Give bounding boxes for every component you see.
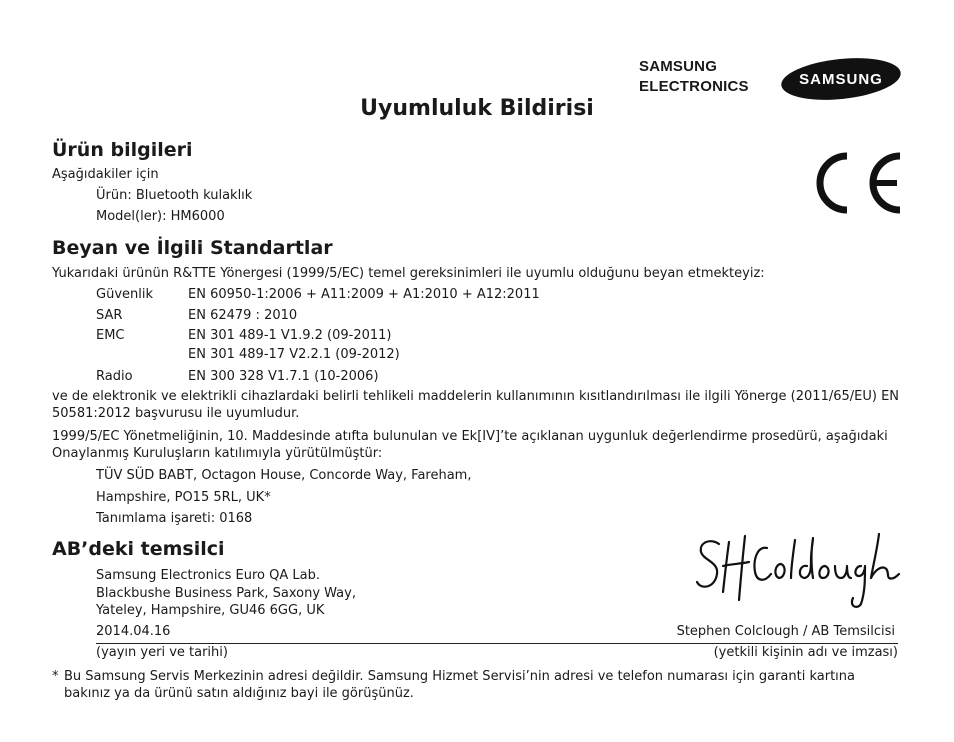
- notified-body-line1: TÜV SÜD BABT, Octagon House, Concorde Way, Fareham,: [96, 468, 472, 483]
- standard-value-sar: EN 62479 : 2010: [188, 308, 298, 323]
- representative-heading: AB’deki temsilci: [52, 538, 225, 560]
- standard-value-emc-2: EN 301 489-17 V2.2.1 (09-2012): [188, 347, 400, 362]
- issue-date: 2014.04.16: [96, 624, 171, 639]
- ce-mark-icon: [803, 148, 903, 218]
- model-line: Model(ler): HM6000: [96, 209, 225, 224]
- product-intro: Aşağıdakiler için: [52, 167, 159, 182]
- footnote-mark: *: [52, 669, 59, 684]
- standard-value-emc: EN 301 489-1 V1.9.2 (09-2011): [188, 328, 392, 343]
- procedure-statement: 1999/5/EC Yönetmeliğinin, 10. Maddesinde atıfta bulunulan ve Ek[IV]’te açıklanan uygunluk değerlendirme prosedürü, aşağıdaki Onaylanmış Kuruluşların katılımıyla yürütülmüştür:: [52, 429, 888, 461]
- standard-value-radio: EN 300 328 V1.7.1 (10-2006): [188, 369, 379, 384]
- product-line: Ürün: Bluetooth kulaklık: [96, 188, 253, 203]
- representative-line2: Blackbushe Business Park, Saxony Way,: [96, 586, 356, 601]
- standard-label-sar: SAR: [96, 308, 123, 323]
- signer-caption: (yetkili kişinin adı ve imzası): [713, 645, 898, 660]
- footnote-text: Bu Samsung Servis Merkezinin adresi değildir. Samsung Hizmet Servisi’nin adresi ve telefon numarası için garanti kartına bakınız ya da ürünü satın aldığınız bayi ile görüşünüz.: [64, 669, 855, 701]
- standard-label-safety: Güvenlik: [96, 287, 153, 302]
- notified-body-line2: Hampshire, PO15 5RL, UK*: [96, 490, 271, 505]
- standards-heading: Beyan ve İlgili Standartlar: [52, 237, 333, 259]
- date-caption: (yayın yeri ve tarihi): [96, 645, 228, 660]
- product-info-heading: Ürün bilgileri: [52, 139, 193, 161]
- standards-intro: Yukarıdaki ürünün R&TTE Yönergesi (1999/5/EC) temel gereksinimleri ile uyumlu olduğunu beyan etmekteyiz:: [52, 266, 765, 281]
- standard-label-emc: EMC: [96, 328, 125, 343]
- rohs-statement: ve de elektronik ve elektrikli cihazlardaki belirli tehlikeli maddelerin kullanımının kısıtlandırılması ile ilgili Yönerge (2011/65/EU) EN 50581:2012 başvurusu ile uyumludur.: [52, 389, 900, 421]
- svg-text:SAMSUNG: SAMSUNG: [799, 71, 883, 88]
- corporate-name-line2: ELECTRONICS: [639, 78, 749, 95]
- signature-image: [693, 530, 903, 612]
- document-title: Uyumluluk Bildirisi: [360, 96, 594, 121]
- representative-line1: Samsung Electronics Euro QA Lab.: [96, 568, 320, 583]
- standard-value-safety: EN 60950-1:2006 + A11:2009 + A1:2010 + A12:2011: [188, 287, 540, 302]
- standard-label-radio: Radio: [96, 369, 133, 384]
- representative-line3: Yateley, Hampshire, GU46 6GG, UK: [96, 603, 325, 618]
- identification-mark: Tanımlama işareti: 0168: [96, 511, 253, 526]
- corporate-name-line1: SAMSUNG: [639, 58, 718, 75]
- signer-name: Stephen Colclough / AB Temsilcisi: [676, 624, 895, 639]
